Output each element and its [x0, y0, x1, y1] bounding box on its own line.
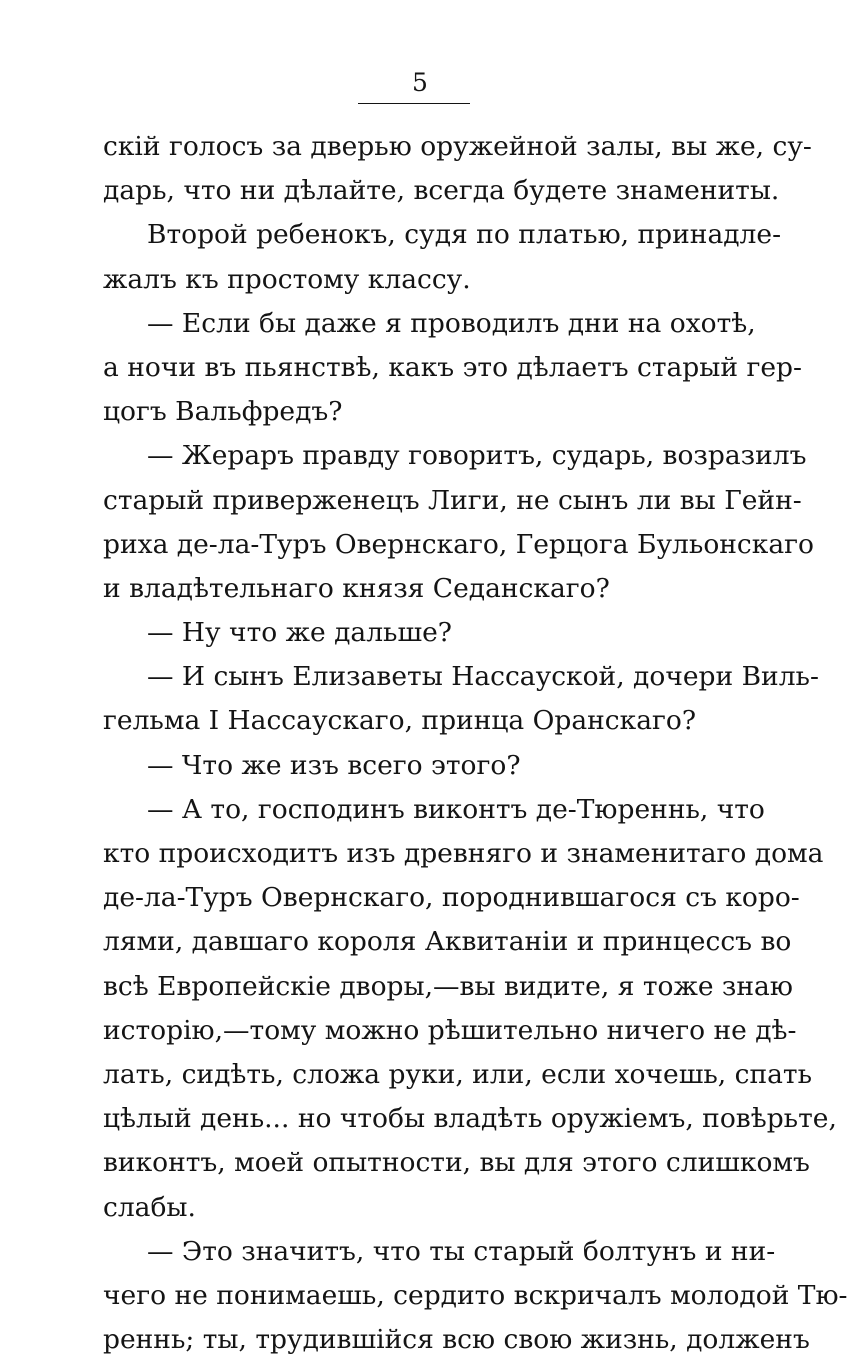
text-line: старый приверженецъ Лиги, не сынъ ли вы Гейн- — [103, 484, 802, 516]
text-line: скій голосъ за дверью оружейной залы, вы же, су- — [103, 131, 812, 162]
text-line: жалъ къ простому классу. — [103, 263, 471, 295]
body-text — [103, 125, 847, 1362]
text-line: — Жераръ правду говоритъ, сударь, возразилъ — [147, 440, 807, 472]
text-line: и владѣтельнаго князя Седанскаго? — [103, 572, 610, 604]
text-line: — Что же изъ всего этого? — [147, 749, 521, 781]
text-line: — Если бы даже я проводилъ дни на охотѣ, — [147, 307, 756, 339]
text-line: риха де-ла-Туръ Овернскаго, Герцога Бульонскаго — [103, 528, 814, 560]
text-line: — А то, господинъ виконтъ де-Тюреннь, что — [147, 793, 765, 825]
text-line: всѣ Европейскіе дворы,—вы видите, я тоже знаю — [103, 970, 793, 1002]
text-line: реннь; ты, трудившійся всю свою жизнь, долженъ — [103, 1324, 810, 1356]
header-rule — [358, 103, 470, 104]
text-line: лать, сидѣть, сложа руки, или, если хочешь, спать — [103, 1058, 813, 1090]
text-line: Второй ребенокъ, судя по платью, принадле- — [147, 219, 782, 251]
text-line: а ночи въ пьянствѣ, какъ это дѣлаетъ старый гер- — [103, 351, 802, 383]
text-line: — Ну что же дальше? — [147, 617, 452, 649]
text-line: — И сынъ Елизаветы Нассауской, дочери Виль- — [147, 661, 819, 693]
text-line: дарь, что ни дѣлайте, всегда будете знамениты. — [103, 175, 780, 207]
page-number: 5 — [412, 68, 428, 97]
text-line: виконтъ, моей опытности, вы для этого слишкомъ — [103, 1147, 810, 1179]
text-line: гельма I Нассаускаго, принца Оранскаго? — [103, 705, 697, 737]
text-line: цѣлый день... но чтобы владѣть оружіемъ, повѣрьте, — [103, 1103, 837, 1135]
text-line: цогъ Вальфредъ? — [103, 396, 343, 428]
text-line: лями, давшаго короля Аквитаніи и принцессъ во — [103, 926, 792, 958]
text-line: кто происходитъ изъ древняго и знаменитаго дома — [103, 838, 824, 869]
text-line: — Это значитъ, что ты старый болтунъ и ни- — [147, 1235, 776, 1267]
text-line: чего не понимаешь, сердито вскричалъ молодой Тю- — [103, 1279, 847, 1311]
text-line: слабы. — [103, 1191, 196, 1223]
text-line: де-ла-Туръ Овернскаго, породнившагося съ коро- — [103, 882, 800, 914]
text-line: исторію,—тому можно рѣшительно ничего не дѣ- — [103, 1014, 797, 1046]
